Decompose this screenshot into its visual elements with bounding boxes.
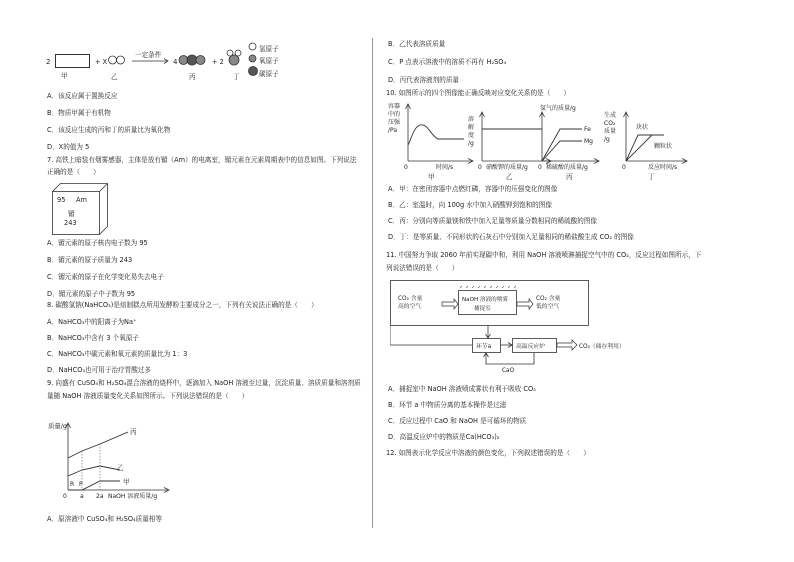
q6-option-c[interactable]: C．该反应生成的丙和丁的质量比为氧化物 (47, 126, 171, 134)
q9-xlabel: NaOH 溶液质量/g (108, 493, 158, 500)
q9-origin: 0 (63, 493, 67, 500)
arrow-icon (132, 58, 170, 64)
q11-option-d[interactable]: D．高温反应炉中的物质是Ca(HCO₃)₂ (388, 433, 500, 441)
q10-stem: 10. 如图所示的四个图像能正确反映对应变化关系的是（ ） (386, 89, 571, 97)
q11-option-c[interactable]: C．反应过程中 CaO 和 NaOH 是可循环的物质 (388, 417, 527, 425)
legend-carbon: 碳原子 (259, 70, 279, 78)
q9-option-d[interactable]: D．丙代表溶液剂的质量 (388, 76, 460, 84)
q10-g2-ylabel-2: 解 (468, 124, 475, 131)
q11-option-b[interactable]: B．环节 a 中物质分离的基本操作是过滤 (388, 401, 507, 409)
q11-spray-1: NaOH 溶液的喷雾 (462, 297, 508, 303)
q11-furnace: 高温反应炉 (516, 344, 545, 350)
q8-option-c[interactable]: C．NaHCO₃中碳元素和氧元素的质量比为 1：3 (47, 350, 188, 358)
plus-2: + 2 (212, 58, 224, 66)
element-symbol: Am (76, 196, 87, 204)
q10-g1-ylabel-2: 中的 (388, 111, 401, 118)
q6-option-a[interactable]: A．该反应属于置换反应 (47, 92, 118, 100)
atom-legend (248, 40, 288, 82)
q7-options (47, 239, 367, 299)
q6-option-d[interactable]: D．X的值为 5 (47, 143, 90, 151)
q11-flow-diagram (390, 280, 660, 374)
q6-option-b[interactable]: B．物质甲属于有机物 (47, 109, 111, 117)
q11-spray-2: 捕捉室 (474, 306, 491, 312)
q10-g4-ylabel-1: 生成 (604, 112, 617, 119)
element-cell (52, 183, 106, 233)
q10-g3-label: 丙 (566, 173, 573, 181)
q6-options (47, 92, 367, 152)
hydrogen-atom-icon (248, 42, 257, 51)
q9-line-jia-label: 甲 (123, 478, 130, 486)
element-number: 95 (57, 196, 66, 204)
coefficient-bing: 4 (173, 58, 178, 66)
legend-oxygen: 氧原子 (259, 57, 279, 65)
q10-g4-ylabel-4: /g (604, 136, 610, 143)
oxygen-atom-icon (248, 54, 257, 63)
q10-g2-ylabel-4: /g (468, 140, 474, 147)
q10-graph-bing (534, 101, 606, 181)
q10-g2-origin: 0 (478, 164, 482, 171)
q11-option-a[interactable]: A．捕捉室中 NaOH 溶液喷成雾状有利于吸收 CO₂ (388, 385, 536, 393)
q11-stem-line1: 11. 中国努力争取 2060 年前实现碳中和，利用 NaOH 溶液喷淋捕捉空气中的 CO₂，反应过程如图所示，下 (386, 251, 702, 259)
q8-stem: 8. 碳酸氢钠(NaHCO₃)是焙制糕点所用发酵粉主要成分之一，下列有关说法正确的是（ ） (47, 301, 318, 309)
left-column (0, 0, 372, 562)
q10-g4-origin: 0 (622, 164, 626, 171)
q10-g4-label: 丁 (648, 173, 655, 181)
element-mass: 243 (64, 219, 77, 227)
q11-in-air-2: 高的空气 (398, 304, 422, 310)
q9-tick-2a: 2a (96, 493, 104, 500)
q10-g1-ylabel-3: 压强 (388, 119, 401, 126)
q10-options (388, 185, 788, 242)
q10-g2-ylabel-1: 溶 (468, 116, 475, 123)
molecule-ding-icon (226, 49, 242, 67)
q8-option-d[interactable]: D．NaHCO₃也可用于治疗胃酸过多 (47, 366, 151, 374)
element-cube-frame (52, 183, 108, 235)
q10-g3-ylabel: 氢气的质量/g (540, 105, 576, 112)
q9-option-a[interactable]: A．原溶液中 CuSO₄和 H₂SO₄质量相等 (47, 515, 163, 523)
q9-line-yi-label: 乙 (117, 464, 124, 472)
q7-option-a[interactable]: A．镅元素的原子核内电子数为 95 (47, 239, 148, 247)
q10-g2-xlabel: 硝酸钾的质量/g (486, 164, 528, 171)
q10-graph-ding (604, 101, 694, 181)
q9-option-b[interactable]: B．乙代表溶质质量 (388, 40, 446, 48)
q10-g2-ylabel-3: 度 (468, 132, 475, 139)
carbon-atom-icon (248, 66, 258, 76)
q10-g4-xlabel: 反应时间/s (648, 164, 678, 171)
element-name: 镅 (68, 210, 75, 218)
q10-g3-origin: 0 (538, 164, 542, 171)
q10-graph-jia (388, 101, 480, 181)
q10-g1-ylabel-4: /Pa (388, 127, 398, 134)
q9-tick-a: a (80, 493, 84, 500)
q12-stem: 12. 如图表示化学反应中溶液的颜色变化，下列叙述错误的是（ ） (386, 449, 590, 457)
q10-g1-xlabel: 时间/s (436, 164, 454, 171)
q10-g3-series-mg: Mg (584, 138, 593, 145)
legend-hydrogen: 氢原子 (259, 45, 279, 53)
coefficient-jia: 2 (46, 58, 51, 66)
q11-cao: CaO (502, 368, 515, 374)
q10-option-b[interactable]: B．乙：室温时，向 100g 水中加入硝酸钾到饱和的图像 (388, 201, 552, 209)
q8-options (47, 318, 367, 375)
q9-line-bing-label: 丙 (130, 428, 137, 436)
q10-g1-origin: 0 (404, 164, 408, 171)
q10-g3-xlabel: 稀硫酸的质量/g (546, 164, 588, 171)
plus-x: + X (95, 58, 108, 66)
q11-out-air-2: 低的空气 (536, 304, 560, 310)
q8-option-b[interactable]: B．NaHCO₃中含有 3 个氧原子 (47, 334, 140, 342)
q10-g1-ylabel-1: 容器 (388, 103, 401, 110)
reaction-diagram (40, 40, 280, 90)
q8-option-a[interactable]: A．NaHCO₃中的阳离子为Na⁺ (47, 318, 137, 326)
q10-option-a[interactable]: A．甲：在密闭容器中点燃红磷，容器中的压强变化的图像 (388, 185, 558, 193)
q9-ylabel: 质量/g (48, 422, 67, 430)
molecule-bing-icon (178, 54, 206, 66)
q7-stem-line2: 正确的是（ ） (47, 168, 100, 176)
q10-option-d[interactable]: D．丁：是等质量、不同形状的石灰石中分别加入足量相同的稀盐酸生成 CO₂ 的图像 (388, 233, 634, 241)
unknown-molecule-box (55, 54, 90, 68)
q9-stem-line2: 量随 NaOH 溶液质量变化关系如图所示。下列说法错误的是（ ） (47, 392, 249, 400)
q10-g4-ylabel-2: CO₂ (604, 120, 616, 127)
q9-stem-line1: 9. 向盛有 CuSO₄和 H₂SO₄混合溶液的烧杯中，逐滴加入 NaOH 溶液至过量，沉淀质量、溶质质量和溶剂质 (47, 379, 361, 387)
label-bing: 丙 (189, 73, 196, 81)
label-jia: 甲 (61, 72, 68, 80)
q10-g4-series-block: 块状 (636, 124, 649, 131)
q11-stem-line2: 列说法错误的是（ ） (386, 264, 459, 272)
molecule-yi-icon (108, 55, 126, 65)
q10-g2-label: 乙 (506, 173, 513, 181)
label-ding: 丁 (233, 73, 240, 81)
q11-in-air-1: CO₂ 含量 (398, 296, 423, 302)
q7-stem-line1: 7. 高铁上暗装有烟雾感器，主体是放有镅（Am）的电离室，镅元素在元素周期表中的信息如图。下列说法 (47, 156, 357, 164)
q11-out-air-1: CO₂ 含量 (536, 296, 561, 302)
q9-point-r: R (70, 481, 75, 488)
q7-option-b[interactable]: B．镅元素的原子质量为 243 (47, 256, 133, 264)
q11-options (388, 385, 788, 442)
q10-g4-ylabel-3: 质量 (604, 128, 617, 135)
q10-option-c[interactable]: C．丙：分别向等质量镁和铁中加入足量等质量分数相同的稀硫酸的图像 (388, 217, 598, 225)
q9-remaining-options (388, 40, 778, 85)
q10-g3-series-fe: Fe (584, 126, 591, 133)
q11-stage-a: 环节a (476, 344, 492, 350)
right-column (372, 0, 794, 562)
q10-g4-series-granular: 颗粒状 (654, 143, 673, 150)
q9-mass-chart (48, 418, 178, 500)
q7-option-d[interactable]: D．镅元素的原子中子数为 95 (47, 290, 136, 298)
reaction-condition: 一定条件 (135, 51, 162, 59)
q11-co2-out: CO₂（储存利用） (579, 344, 625, 350)
q10-g1-label: 甲 (428, 173, 435, 181)
q7-option-c[interactable]: C．镅元素的原子在化学变化易失去电子 (47, 273, 164, 281)
q9-point-p: P (79, 481, 83, 488)
label-yi: 乙 (111, 73, 118, 81)
q9-option-c[interactable]: C．P 点表示溶液中的溶质不再有 H₂SO₄ (388, 58, 507, 66)
